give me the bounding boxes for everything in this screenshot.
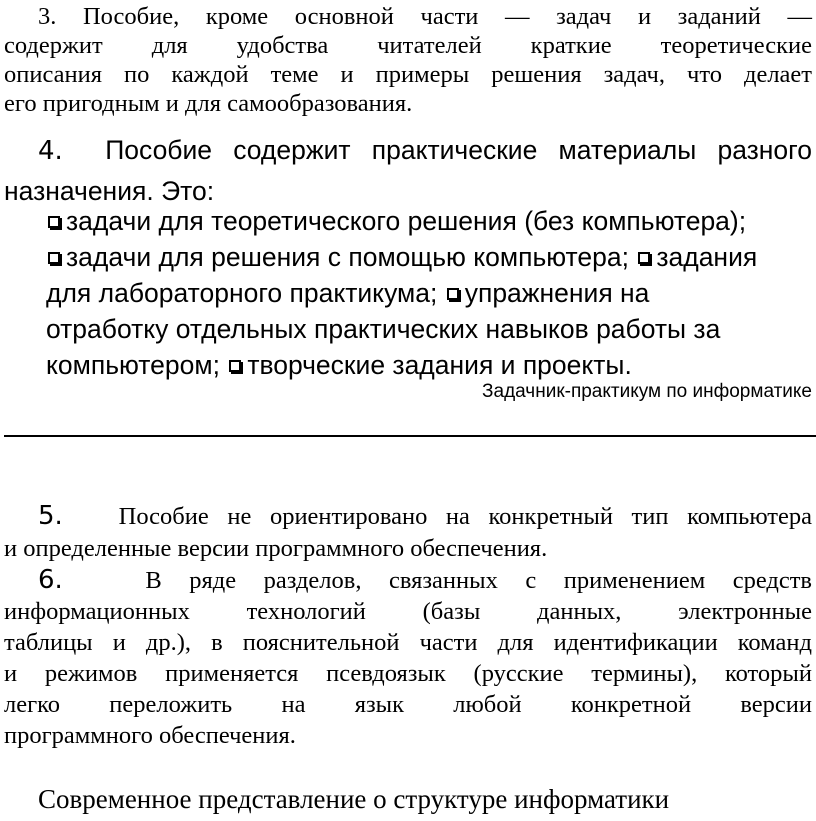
section-heading: Современное представление о структуре информатики <box>38 784 670 814</box>
checkbox-bullet-icon <box>638 252 650 264</box>
para6-number: 6. <box>38 565 63 595</box>
para4-line-1: Пособие содержит практические материалы разного <box>105 135 812 165</box>
list-item-2: задачи для решения с помощью компьютера; <box>66 242 629 272</box>
para6-line-4: и режимов применяется псевдоязык (русские термины), который <box>4 660 812 687</box>
para6-line-1: В ряде разделов, связанных с применением средств <box>145 567 812 594</box>
para6-line-2: информационных технологий (базы данных, электронные <box>4 598 812 625</box>
checkbox-bullet-icon <box>229 360 241 372</box>
list-row-4: отработку отдельных практических навыков работы за <box>46 314 721 344</box>
para3-number: 3. <box>38 3 57 30</box>
para3-line-3: описания по каждой теме и примеры решения задач, что делает <box>4 61 812 88</box>
checkbox-bullet-icon <box>447 288 459 300</box>
paragraph-6 <box>4 565 812 751</box>
list-row-1 <box>46 203 806 239</box>
paragraph-4 <box>4 130 812 211</box>
para3-line-4: его пригодным и для самообразования. <box>4 90 413 117</box>
book-caption: Задачник-практикум по информатике <box>482 381 812 402</box>
paragraph-3 <box>4 2 812 118</box>
para3-line-1: Пособие, кроме основной части — задач и заданий — <box>82 3 812 30</box>
list-item-3a: задания <box>656 242 758 272</box>
list-item-4a: упражнения на <box>464 278 650 308</box>
para6-line-6: программного обеспечения. <box>4 722 296 749</box>
para4-line-2: назначения. Это: <box>4 176 215 206</box>
para6-line-3: таблицы и др.), в пояснительной части для идентификации команд <box>4 629 812 656</box>
para3-line-2: содержит для удобства читателей краткие теоретические <box>4 32 812 59</box>
para5-number: 5. <box>38 501 63 531</box>
para4-number: 4. <box>38 136 63 166</box>
para6-line-5: легко переложить на язык любой конкретной версии <box>4 691 812 718</box>
list-row-2 <box>46 239 806 275</box>
list-item-5: творческие задания и проекты. <box>247 350 632 380</box>
divider-line <box>4 435 816 437</box>
checkbox-bullet-icon <box>48 216 60 228</box>
para5-line-1: Пособие не ориентировано на конкретный тип компьютера <box>118 503 813 530</box>
checkbox-bullet-icon <box>48 252 60 264</box>
list-item-3b: для лабораторного практикума; <box>46 278 438 308</box>
list-row-5 <box>46 347 806 383</box>
para5-line-2: и определенные версии программного обеспечения. <box>4 535 548 562</box>
materials-list <box>46 203 806 383</box>
list-row-3 <box>46 275 806 311</box>
list-item-1: задачи для теоретического решения (без компьютера); <box>66 206 747 236</box>
list-item-4c: компьютером; <box>46 350 220 380</box>
paragraph-5 <box>4 500 812 565</box>
